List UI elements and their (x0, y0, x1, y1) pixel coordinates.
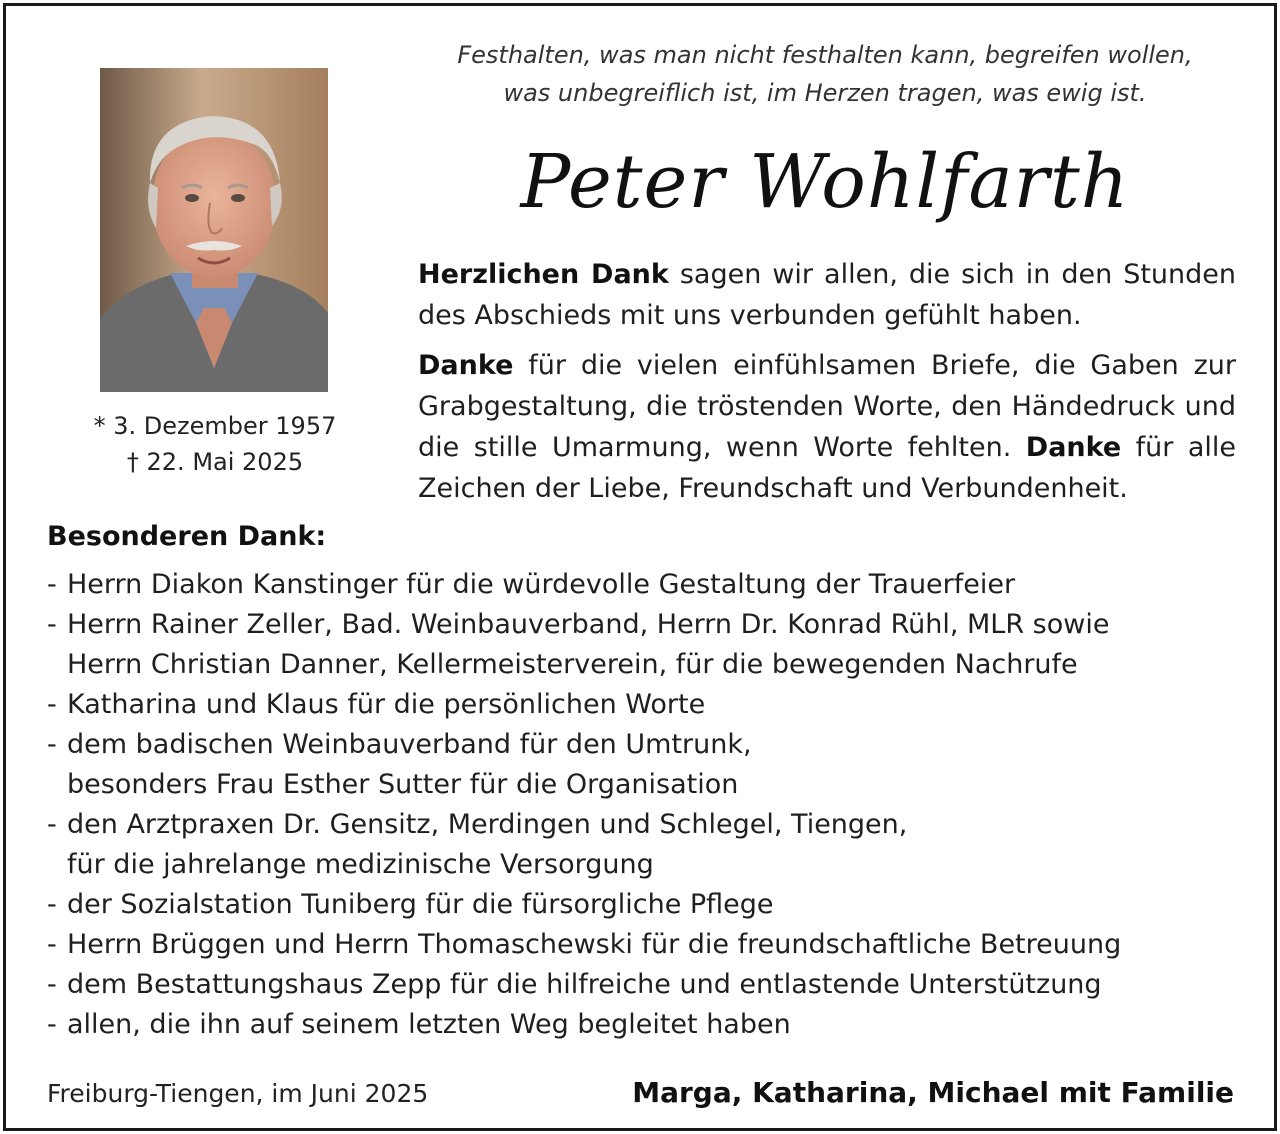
death-date: † 22. Mai 2025 (126, 448, 304, 476)
list-item (47, 925, 1247, 965)
list-item-line-1: allen, die ihn auf seinem letzten Weg begleitet haben (67, 1009, 791, 1040)
motto (410, 36, 1240, 112)
portrait-illustration (100, 68, 328, 392)
list-dash: - (47, 609, 57, 640)
signers: Marga, Katharina, Michael mit Familie (632, 1076, 1234, 1109)
danke-text-2: für alle Zeichen der Liebe, Freundschaft und Verbundenheit. (418, 432, 1236, 504)
list-item-line-1: den Arztpraxen Dr. Gensitz, Merdingen und Schlegel, Tiengen, (67, 809, 908, 840)
list-dash: - (47, 1009, 57, 1040)
list-item-line-2: Herrn Christian Danner, Kellermeisterverein, für die bewegenden Nachrufe (67, 649, 1078, 680)
list-dash: - (47, 729, 57, 760)
list-dash: - (47, 809, 57, 840)
place-date: Freiburg-Tiengen, im Juni 2025 (47, 1079, 429, 1108)
list-dash: - (47, 889, 57, 920)
birth-date: * 3. Dezember 1957 (93, 412, 337, 440)
list-item-line-2: besonders Frau Esther Sutter für die Organisation (67, 769, 739, 800)
list-item (47, 1005, 1247, 1045)
special-thanks-title: Besonderen Dank: (47, 521, 327, 552)
list-item (47, 725, 1247, 805)
list-item-line-1: der Sozialstation Tuniberg für die fürsorgliche Pflege (67, 889, 774, 920)
motto-line-2: was unbegreiflich ist, im Herzen tragen, was ewig ist. (503, 79, 1147, 107)
list-item-line-1: Katharina und Klaus für die persönlichen Worte (67, 689, 706, 720)
danke-text-1: für die vielen einfühlsamen Briefe, die Gaben zur Grabgestaltung, die tröstenden Worte, den Händedruck und die stille Umarmung, wenn Worte fehlten. (418, 350, 1236, 463)
list-item (47, 805, 1247, 885)
portrait-photo (100, 68, 328, 392)
deceased-name: Peter Wohlfarth (520, 139, 1130, 225)
list-dash: - (47, 969, 57, 1000)
thanks-text: sagen wir allen, die sich in den Stunden des Abschieds mit uns verbunden gefühlt haben. (418, 259, 1237, 331)
list-dash: - (47, 689, 57, 720)
list-item-line-1: dem badischen Weinbauverband für den Umtrunk, (67, 729, 752, 760)
special-thanks-list (47, 565, 1247, 1045)
list-item-line-2: für die jahrelange medizinische Versorgung (67, 849, 654, 880)
list-dash: - (47, 929, 57, 960)
list-item (47, 965, 1247, 1005)
list-dash: - (47, 569, 57, 600)
list-item-line-1: Herrn Brüggen und Herrn Thomaschewski für die freundschaftliche Betreuung (67, 929, 1122, 960)
thanks-bold: Herzlichen Dank (418, 259, 669, 290)
list-item-line-1: dem Bestattungshaus Zepp für die hilfreiche und entlastende Unterstützung (67, 969, 1102, 1000)
thanks-paragraph-2 (418, 345, 1236, 509)
list-item (47, 885, 1247, 925)
danke-bold-2: Danke (1025, 432, 1122, 463)
danke-bold-1: Danke (418, 350, 514, 381)
motto-line-1: Festhalten, was man nicht festhalten kann, begreifen wollen, (457, 41, 1193, 69)
list-item (47, 565, 1247, 605)
list-item (47, 685, 1247, 725)
list-item (47, 605, 1247, 685)
life-dates (70, 408, 360, 480)
list-item-line-1: Herrn Diakon Kanstinger für die würdevolle Gestaltung der Trauerfeier (67, 569, 1016, 600)
list-item-line-1: Herrn Rainer Zeller, Bad. Weinbauverband, Herrn Dr. Konrad Rühl, MLR sowie (67, 609, 1110, 640)
thanks-paragraph-1 (418, 254, 1236, 336)
